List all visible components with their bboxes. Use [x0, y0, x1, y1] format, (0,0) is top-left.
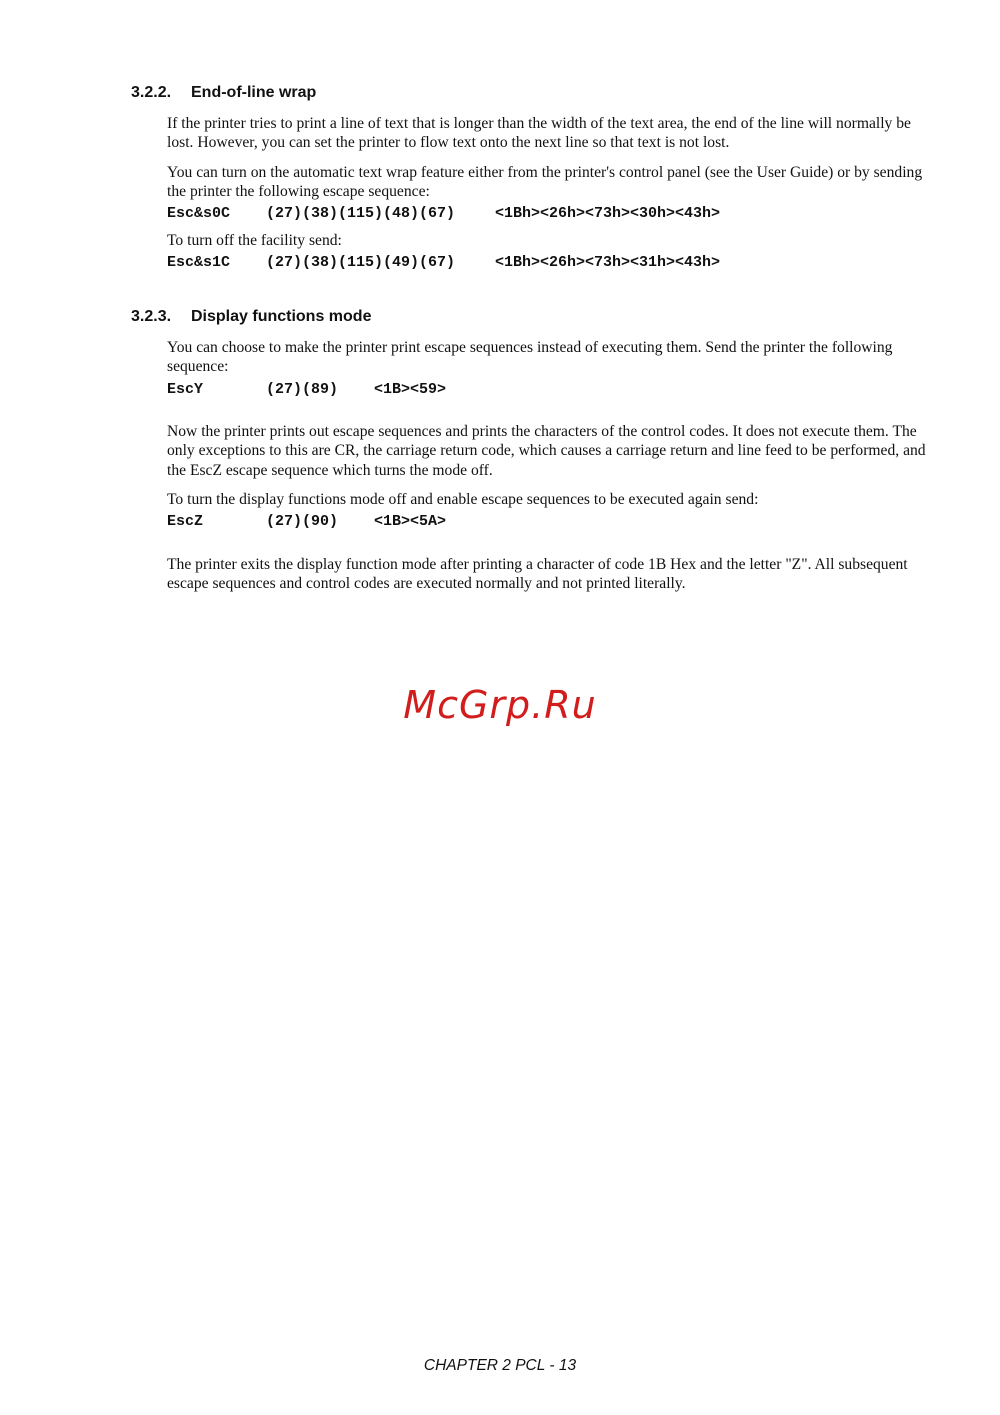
- paragraph: Now the printer prints out escape sequences and prints the characters of the control codes. It does not execute them. The only exceptions to this are CR, the carriage return code, which causes a carriage return and line feed to be performed, and the EscZ escape sequence which turns the mode off.: [167, 423, 926, 479]
- escape-command: EscY: [167, 381, 204, 398]
- escape-command: EscZ: [167, 513, 204, 530]
- watermark: McGrp.Ru: [403, 683, 597, 727]
- paragraph: The printer exits the display function mode after printing a character of code 1B Hex and the letter "Z". All subsequent escape sequences and control codes are executed normally and not printed literally.: [167, 556, 908, 593]
- escape-command: Esc&s0C: [167, 205, 231, 222]
- paragraph: You can choose to make the printer print escape sequences instead of executing them. Send the printer the following sequence:: [167, 339, 893, 376]
- escape-decimal: (27)(38)(115)(49)(67): [266, 254, 456, 271]
- escape-hex: <1Bh><26h><73h><31h><43h>: [495, 254, 721, 271]
- page-footer: CHAPTER 2 PCL - 13: [423, 1357, 577, 1374]
- section-number: 3.2.3.: [131, 308, 172, 325]
- escape-hex: <1B><5A>: [374, 513, 447, 530]
- paragraph: To turn off the facility send:: [167, 232, 342, 249]
- section-heading-display-functions-mode: [131, 308, 371, 326]
- paragraph: To turn the display functions mode off and enable escape sequences to be executed again send:: [167, 491, 759, 508]
- escape-hex: <1Bh><26h><73h><30h><43h>: [495, 205, 721, 222]
- escape-command: Esc&s1C: [167, 254, 231, 271]
- section-title: End-of-line wrap: [191, 84, 317, 101]
- paragraph: You can turn on the automatic text wrap feature either from the printer's control panel (see the User Guide) or by sending the printer the following escape sequence:: [167, 164, 923, 201]
- paragraph: If the printer tries to print a line of text that is longer than the width of the text area, the end of the line will normally be lost. However, you can set the printer to flow text onto the next line so that text is not lost.: [167, 115, 911, 152]
- escape-decimal: (27)(38)(115)(48)(67): [266, 205, 456, 222]
- section-heading-end-of-line-wrap: [131, 84, 316, 102]
- escape-decimal: (27)(90): [266, 513, 339, 530]
- section-title: Display functions mode: [191, 308, 372, 325]
- section-number: 3.2.2.: [131, 84, 172, 101]
- escape-hex: <1B><59>: [374, 381, 447, 398]
- escape-decimal: (27)(89): [266, 381, 339, 398]
